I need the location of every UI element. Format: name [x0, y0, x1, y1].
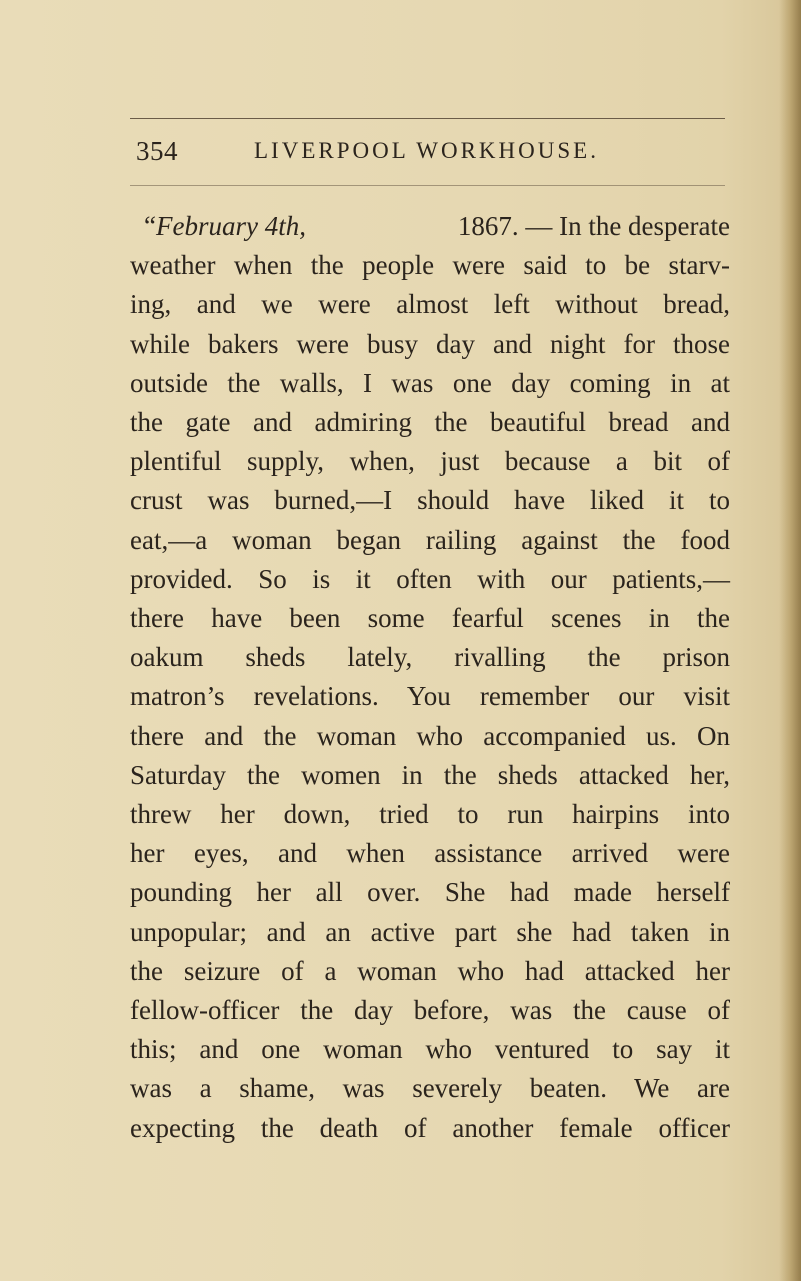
- text-line: provided. So is it often with our patients,—: [130, 563, 730, 594]
- text-line: crust was burned,—I should have liked it to: [130, 485, 730, 516]
- first-line-lead: [144, 207, 306, 246]
- letter-date: February 4th,: [155, 211, 306, 241]
- text-line: ing, and we were almost left without bread,: [130, 289, 730, 320]
- body-text: [130, 207, 730, 1148]
- text-line: eat,—a woman began railing against the food: [130, 524, 730, 555]
- text-line: outside the walls, I was one day coming in at: [130, 367, 730, 398]
- text-line: oakum sheds lately, rivalling the prison: [130, 642, 730, 673]
- page-number: 354: [136, 136, 178, 166]
- text-line: fellow-officer the day before, was the cause of: [130, 995, 730, 1026]
- text-line: was a shame, was severely beaten. We are: [130, 1073, 730, 1104]
- text-line: the gate and admiring the beautiful bread and: [130, 407, 730, 438]
- text-line: her eyes, and when assistance arrived were: [130, 838, 730, 869]
- text-line: plentiful supply, when, just because a bit of: [130, 446, 730, 477]
- text-line: pounding her all over. She had made herself: [130, 877, 730, 908]
- text-line: Saturday the women in the sheds attacked her,: [130, 759, 730, 790]
- text-line: threw her down, tried to run hairpins into: [130, 799, 730, 830]
- first-line: [130, 207, 730, 246]
- page-edge-shadow: [779, 0, 801, 1281]
- top-rule: [130, 118, 725, 119]
- text-line: expecting the death of another female officer: [130, 1112, 730, 1143]
- running-head: LIVERPOOL WORKHOUSE.: [254, 138, 599, 163]
- text-line: weather when the people were said to be starv-: [130, 250, 730, 281]
- text-line: while bakers were busy day and night for those: [130, 328, 730, 359]
- text-line: there have been some fearful scenes in the: [130, 603, 730, 634]
- text-line: there and the woman who accompanied us. On: [130, 720, 730, 751]
- open-quote: “: [144, 211, 156, 241]
- text-line: this; and one woman who ventured to say it: [130, 1034, 730, 1065]
- first-line-rest: 1867. — In the desperate: [457, 211, 730, 241]
- header-rule: [130, 185, 725, 186]
- page-header: [136, 136, 736, 176]
- text-line: unpopular; and an active part she had taken in: [130, 916, 730, 947]
- text-line: the seizure of a woman who had attacked her: [130, 955, 730, 986]
- text-line: matron’s revelations. You remember our visit: [130, 681, 730, 712]
